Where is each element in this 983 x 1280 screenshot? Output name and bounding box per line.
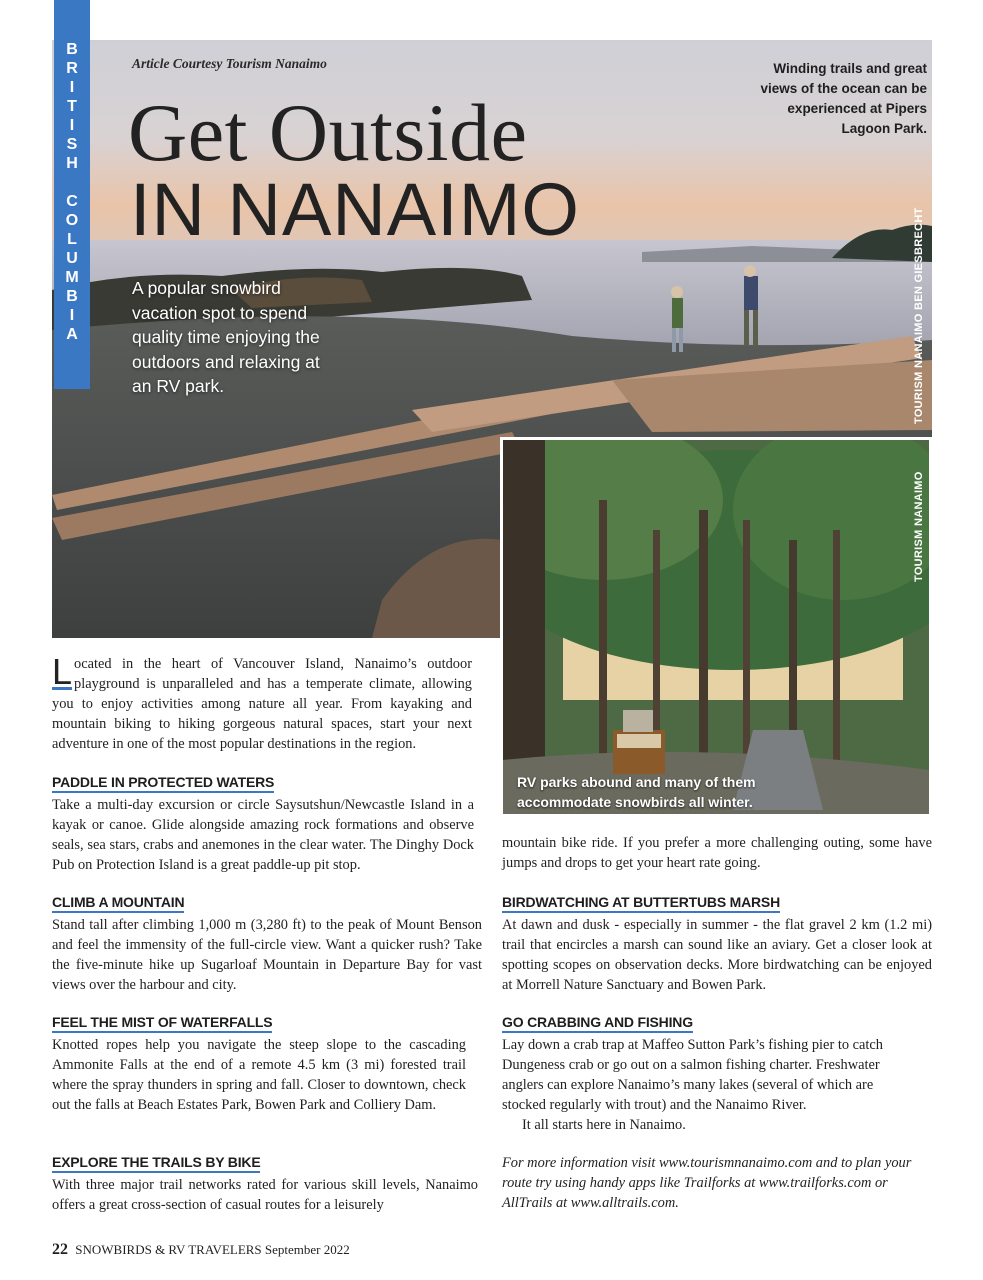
section-body: Knotted ropes help you navigate the steep slope to the cascading Ammonite Falls at the end of a remote 4.5 km (3 mi) forested trail where the spray thunders in spring and fall. Closer to downtown, check out the falls at Beach Estates Park, Bowen Park and Colliery Dam. [52, 1037, 466, 1113]
page-number: 22 [52, 1241, 68, 1258]
deck-subtitle: A popular snowbird vacation spot to spend quality time enjoying the outdoors and relaxing at an RV park. [132, 278, 320, 396]
intro-text: ocated in the heart of Vancouver Island, Nanaimo’s outdoor playground is unparalleled and has a temperate climate, allowing you to enjoy activities among nature all year. From kayaking and mountain biking to hiking gorgeous natural spaces, start your next adventure in one of the most popular destinations in the region. [52, 656, 472, 752]
tab-letter: C [66, 193, 78, 210]
forest-photo-illustration [503, 440, 929, 814]
section-bike [52, 1154, 478, 1215]
forest-photo [500, 437, 932, 817]
forest-photo-caption: RV parks abound and many of them accommodate snowbirds all winter. [517, 774, 756, 810]
section-waterfalls [52, 1014, 466, 1115]
section-heading: CLIMB A MOUNTAIN [52, 894, 184, 913]
tab-letter: H [66, 155, 78, 172]
tab-letter: A [66, 326, 78, 343]
section-heading: PADDLE IN PROTECTED WATERS [52, 774, 274, 793]
closing-line: It all starts here in Nanaimo. [522, 1117, 686, 1133]
section-crabbing [502, 1014, 916, 1135]
bike-section-continued: mountain bike ride. If you prefer a more challenging outing, some have jumps and drops to get your heart rate going. [502, 835, 932, 871]
tab-letter: M [65, 269, 79, 286]
more-info-note: For more information visit www.tourismnanaimo.com and to plan your route try using handy apps like Trailforks at www.trailforks.com or AllTrails at www.alltrails.com. [502, 1155, 912, 1211]
tab-letter: B [66, 41, 78, 58]
tab-letter: S [66, 136, 78, 153]
tab-letter [54, 173, 90, 192]
hero-photo-caption: Winding trails and great views of the ocean can be experienced at Pipers Lagoon Park. [760, 61, 927, 136]
tab-letter: B [66, 288, 78, 305]
article-courtesy: Article Courtesy Tourism Nanaimo [132, 56, 327, 71]
tab-letter: I [69, 307, 75, 324]
hero-photo-credit: TOURISM NANAIMO BEN GIESBRECHT [913, 207, 925, 424]
tab-letter: I [69, 117, 75, 134]
section-body: At dawn and dusk - especially in summer - the flat gravel 2 km (1.2 mi) trail that encircles a marsh can sound like an aviary. Get a closer look at spotting scopes on observation decks. More birdwatching can be enjoyed at Morrell Nature Sanctuary and Bowen Park. [502, 917, 932, 993]
publication-line: SNOWBIRDS & RV TRAVELERS September 2022 [75, 1242, 350, 1257]
section-tab-british-columbia [54, 0, 90, 389]
section-climb [52, 894, 482, 995]
section-body: Lay down a crab trap at Maffeo Sutton Park’s fishing pier to catch Dungeness crab or go out on a salmon fishing charter. Freshwater anglers can explore Nanaimo’s many lakes (several of which are stocked regularly with trout) and the Nanaimo River. [502, 1037, 883, 1113]
section-paddle [52, 774, 474, 875]
section-birdwatching [502, 894, 932, 995]
forest-photo-credit: TOURISM NANAIMO [913, 471, 925, 582]
section-body: With three major trail networks rated for various skill levels, Nanaimo offers a great cross-section of casual routes for a leisurely [52, 1177, 478, 1213]
section-body: Stand tall after climbing 1,000 m (3,280 ft) to the peak of Mount Benson and feel the immensity of the full-circle view. Want a quicker rush? Take the five-minute hike up Sugarloaf Mountain in Departure Bay for vast views over the harbour and city. [52, 917, 482, 993]
section-heading: GO CRABBING AND FISHING [502, 1014, 693, 1033]
tab-letter: I [69, 79, 75, 96]
intro-paragraph [52, 651, 472, 754]
section-body: Take a multi-day excursion or circle Saysutshun/Newcastle Island in a kayak or canoe. Glide alongside amazing rock formations and observe seals, sea stars, crabs and anemones in the clear water. The Dinghy Dock Pub on Protection Island is a great paddle-up pit stop. [52, 797, 474, 873]
section-heading: FEEL THE MIST OF WATERFALLS [52, 1014, 272, 1033]
section-heading: EXPLORE THE TRAILS BY BIKE [52, 1154, 260, 1173]
drop-cap: L [52, 651, 73, 692]
tab-letter: U [66, 250, 78, 267]
section-tab-letters [54, 40, 90, 344]
section-heading: BIRDWATCHING AT BUTTERTUBS MARSH [502, 894, 780, 913]
tab-letter: O [65, 212, 79, 229]
tab-letter: R [66, 60, 78, 77]
headline-line-2: IN NANAIMO [130, 168, 580, 251]
tab-letter: L [67, 231, 77, 248]
headline-line-1: Get Outside [128, 87, 528, 178]
page-footer [52, 1241, 350, 1259]
tab-letter: T [67, 98, 77, 115]
